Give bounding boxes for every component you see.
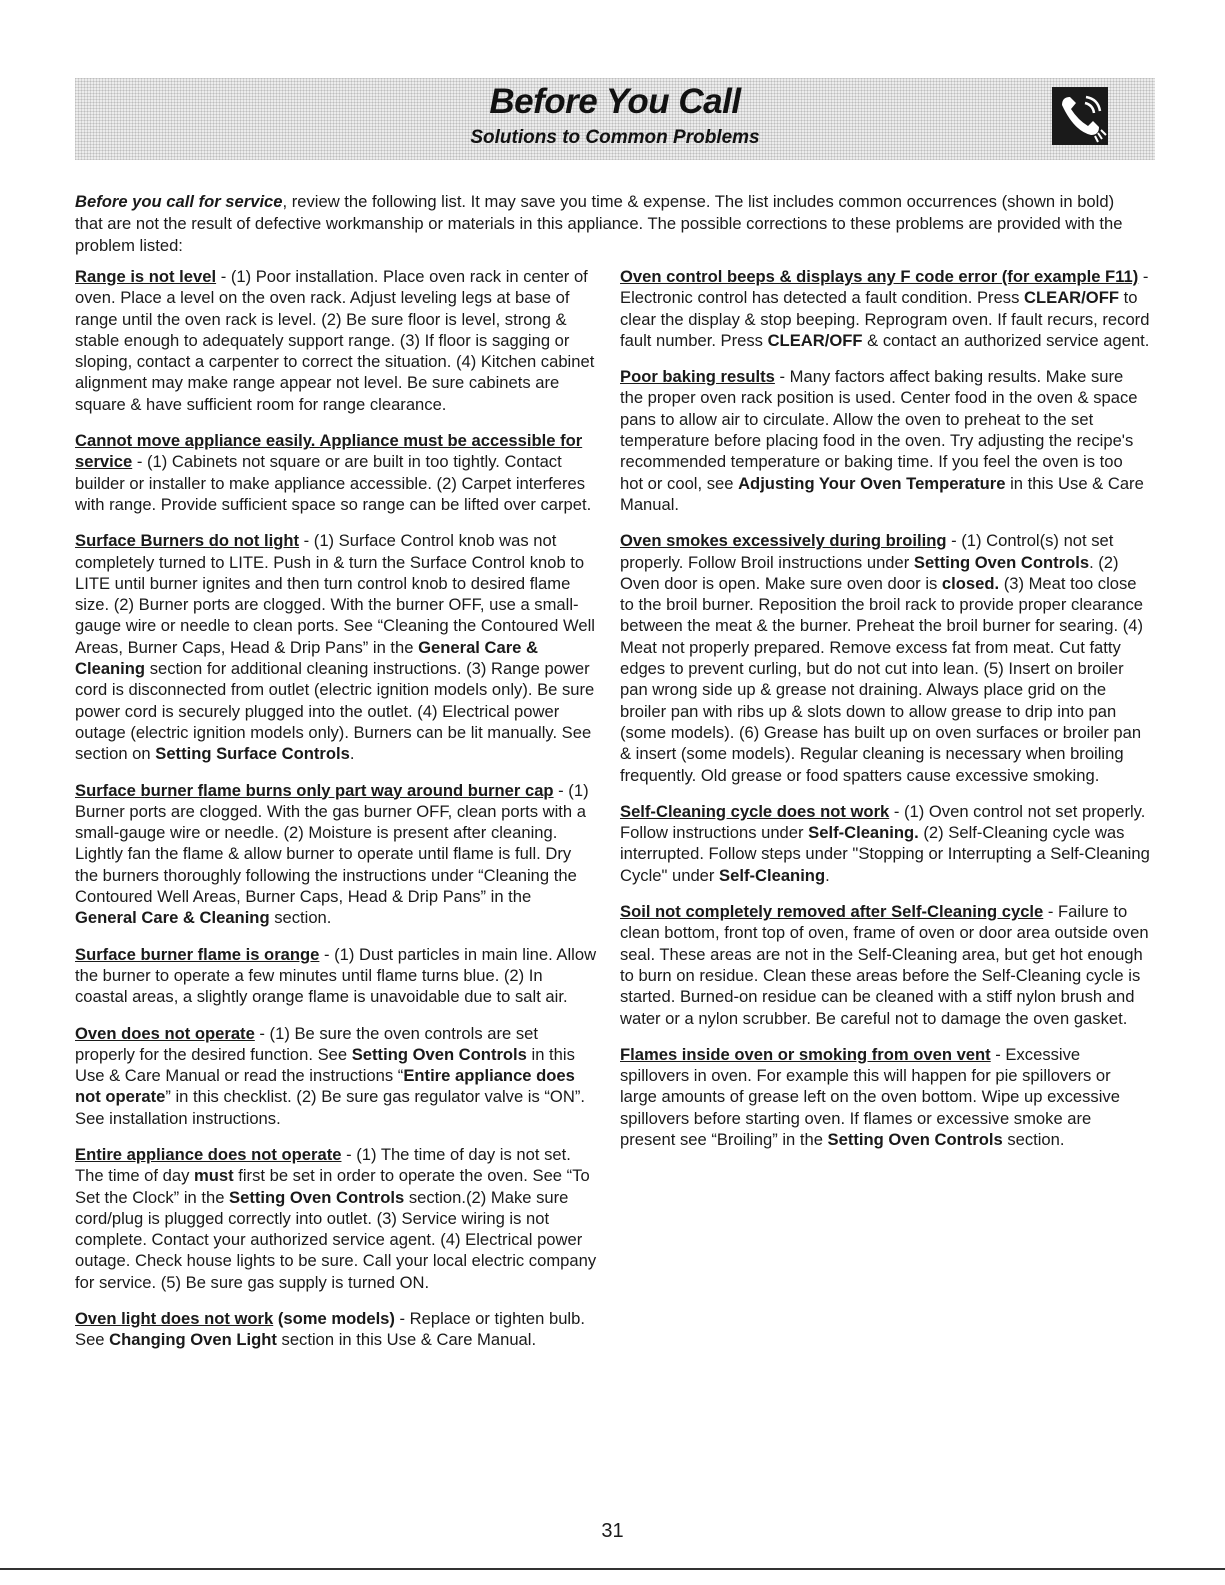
bold-reference: CLEAR/OFF	[767, 330, 863, 350]
bold-reference: Setting Surface Controls	[155, 744, 350, 764]
solution-text: - (1) Control(s) not set properly. Follow Broil instructions under	[620, 531, 1114, 572]
bottom-rule	[0, 1568, 1225, 1570]
bold-reference: Self-Cleaning.	[808, 823, 919, 843]
bold-reference: General Care & Cleaning	[75, 637, 539, 679]
bold-reference: Self-Cleaning	[719, 865, 826, 885]
solution-text: section.(2) Make sure cord/plug is plugged correctly into outlet. (3) Service wiring is not complete. Contact your authorized service agent. (4) Electrical power outage. Check house lights to be sure. Call your local electric company for service. (5) Be sure gas supply is turned ON.	[75, 1187, 597, 1292]
solution-text: - Excessive spillovers in oven. For example this will happen for pie spillovers or large amounts of grease left on the oven bottom. Wipe up excessive spillovers before starting oven. If flames or excessive smoke are present see “Broiling” in the	[620, 1044, 1120, 1149]
troubleshooting-entry	[620, 901, 1150, 1029]
solution-text: - Many factors affect baking results. Make sure the proper oven rack position is used. Center food in the oven & space pans to allow air to circulate. Allow the oven to preheat to the set temperature before placing food in the oven. Try adjusting the recipe's recommended temperature or baking time. If you feel the oven is too hot or cool, see	[620, 367, 1138, 493]
solution-text: - (1) Poor installation. Place oven rack in center of oven. Place a level on the oven rack. Adjust leveling legs at base of range until the oven rack is level. (2) Be sure floor is level, strong & stable enough to adequately support range. (3) If floor is sagging or sloping, contact a carpenter to correct the situation. (4) Kitchen cabinet alignment may make range appear not level. Be sure cabinets are square & have sufficient room for range clearance.	[75, 267, 595, 414]
solution-text: - (1) Cabinets not square or are built in too tightly. Contact builder or installer to make appliance accessible. (2) Carpet interferes with range. Provide sufficient space so range can be lifted over carpet.	[75, 452, 592, 514]
problem-heading: Self-Cleaning cycle does not work	[620, 801, 890, 821]
troubleshooting-entry	[620, 366, 1150, 515]
troubleshooting-entry	[75, 780, 597, 929]
page-number: 31	[601, 1520, 624, 1542]
intro-text: , review the following list. It may save you time & expense. The list includes common occurrences (shown in bold) that are not the result of defective workmanship or materials in this appliance. The possible corrections to these problems are provided with the problem listed:	[75, 192, 1123, 255]
problem-heading: Surface Burners do not light	[75, 531, 300, 551]
solution-text: - (1) Surface Control knob was not completely turned to LITE. Push in & turn the Surface Control knob to LITE until burner ignites and then turn control knob to desired flame size. (2) Burner ports are clogged. With the burner OFF, use a small-gauge wire or needle to clean ports. See “Cleaning the Contoured Well Areas, Burner Caps, Head & Drip Pans” in the	[75, 531, 595, 657]
solution-text: section.	[1002, 1129, 1065, 1149]
troubleshooting-entry	[75, 1023, 597, 1129]
troubleshooting-entry	[620, 801, 1150, 886]
troubleshooting-entry	[75, 1144, 597, 1293]
bold-reference: closed.	[941, 573, 1000, 593]
bold-reference: Changing Oven Light	[109, 1330, 277, 1350]
troubleshooting-entry	[75, 430, 597, 515]
solution-text: - Replace or tighten bulb. See	[75, 1309, 585, 1350]
troubleshooting-entry	[620, 266, 1150, 351]
troubleshooting-entry	[75, 944, 597, 1008]
solution-text: in this Use & Care Manual or read the instructions “	[75, 1044, 575, 1086]
solution-text: . (2) Oven door is open. Make sure oven door is	[620, 552, 1119, 593]
solution-text: in this Use & Care Manual.	[620, 473, 1144, 514]
problem-heading: Poor baking results	[620, 367, 775, 387]
solution-text: section.	[269, 908, 332, 928]
solution-text: ” in this checklist. (2) Be sure gas regulator valve is “ON”. See installation instructions.	[75, 1087, 585, 1128]
solution-text: - (1) Dust particles in main line. Allow the burner to operate a few minutes until flame turns blue. (2) In coastal areas, a slightly orange flame is unavoidable due to salt air.	[75, 944, 597, 1007]
problem-heading: Surface burner flame is orange	[75, 944, 320, 964]
solution-text: - (1) The time of day is not set. The time of day	[75, 1144, 571, 1186]
page-title: Before You Call	[489, 82, 741, 121]
solution-text: & contact an authorized service agent.	[862, 330, 1150, 350]
bold-reference: Entire appliance does not operate	[75, 1066, 575, 1107]
solution-text: section in this Use & Care Manual.	[276, 1330, 537, 1350]
bold-reference: Setting Oven Controls	[229, 1187, 405, 1207]
header-banner	[75, 78, 1155, 160]
problem-heading: Surface burner flame burns only part way around burner cap	[75, 780, 554, 800]
troubleshooting-entry	[75, 530, 597, 764]
troubleshooting-entry	[75, 266, 597, 415]
page-subtitle: Solutions to Common Problems	[470, 127, 760, 148]
solution-text: (2) Self-Cleaning cycle was interrupted. Follow steps under "Stopping or Interrupting a Self-Cleaning Cycle" under	[620, 823, 1150, 885]
problem-heading: Range is not level	[75, 267, 217, 286]
bold-reference: CLEAR/OFF	[1024, 288, 1119, 308]
intro-lead: Before you call for service	[75, 192, 283, 211]
solution-text: - Electronic control has detected a fault condition. Press	[620, 267, 1149, 308]
solution-text: - (1) Be sure the oven controls are set properly for the desired function. See	[75, 1023, 538, 1064]
troubleshooting-entry	[75, 1308, 597, 1351]
bold-reference: Adjusting Your Oven Temperature	[738, 473, 1006, 493]
right-column	[620, 266, 1150, 1165]
solution-text: section for additional cleaning instructions. (3) Range power cord is disconnected from outlet (electric ignition models only). Be sure power cord is securely plugged into the outlet. (4) Electrical power outage (electric ignition models only). Burners can be lit manually. See section on	[75, 659, 595, 764]
problem-heading: Flames inside oven or smoking from oven vent	[620, 1044, 991, 1064]
intro-paragraph	[75, 191, 1140, 257]
bold-reference: Setting Oven Controls	[351, 1044, 527, 1064]
bold-reference: Setting Oven Controls	[913, 552, 1090, 572]
problem-heading: Cannot move appliance easily. Appliance must be accessible for service	[75, 431, 583, 472]
phone-icon	[1052, 87, 1108, 145]
bold-reference: General Care & Cleaning	[75, 908, 270, 928]
solution-text: - Failure to clean bottom, front top of oven, frame of oven or door area outside oven seal. These areas are not in the Self-Cleaning area, but get hot enough to burn on residue. Clean these areas before the Self-Cleaning cycle is started. Burned-on residue can be cleaned with a stiff nylon brush and water or a nylon scrubber. Be careful not to damage the oven gasket.	[620, 902, 1149, 1028]
problem-heading: Oven control beeps & displays any F code error (for example F11)	[620, 267, 1139, 286]
solution-text: - (1) Burner ports are clogged. With the gas burner OFF, clean ports with a small-gauge wire or needle. (2) Moisture is present after cleaning. Lightly fan the flame & allow burner to operate until flame is full. Dry the burners thoroughly following the instructions under “Cleaning the Contoured Well Areas, Burner Caps, Head & Drip Pans” in the	[75, 780, 589, 907]
problem-heading: Soil not completely removed after Self-Cleaning cycle	[620, 902, 1044, 922]
solution-text: .	[349, 744, 355, 764]
problem-heading: Entire appliance does not operate	[75, 1144, 342, 1164]
solution-text: .	[825, 865, 830, 885]
problem-heading: Oven smokes excessively during broiling	[620, 531, 947, 551]
bold-reference: Setting Oven Controls	[827, 1129, 1003, 1149]
troubleshooting-entry	[620, 530, 1150, 786]
problem-heading: Oven light does not work	[75, 1309, 274, 1329]
solution-text: to clear the display & stop beeping. Reprogram oven. If fault recurs, record fault number. Press	[620, 288, 1150, 350]
troubleshooting-entry	[620, 1044, 1150, 1150]
left-column	[75, 266, 597, 1366]
bold-reference: (some models)	[273, 1309, 395, 1329]
solution-text: (3) Meat too close to the broil burner. Reposition the broil rack to provide proper clearance between the meat & the burner. Preheat the broil burner for searing. (4) Meat not properly prepared. Remove excess fat from meat. Cut fatty edges to prevent curling, but do not cut into lean. (5) Insert on broiler pan wrong side up & grease not draining. Always place grid on the broiler pan with ribs up & slots down to allow grease to drip into pan (some models). (6) Grease has built up on oven surfaces or broiler pan & insert (some models). Regular cleaning is necessary when broiling frequently. Old grease or food spatters cause excessive smoking.	[620, 573, 1144, 785]
solution-text: - (1) Oven control not set properly. Follow instructions under	[620, 801, 1146, 843]
bold-reference: must	[193, 1166, 234, 1186]
solution-text: first be set in order to operate the oven. See “To Set the Clock” in the	[75, 1166, 590, 1207]
problem-heading: Oven does not operate	[75, 1023, 255, 1043]
